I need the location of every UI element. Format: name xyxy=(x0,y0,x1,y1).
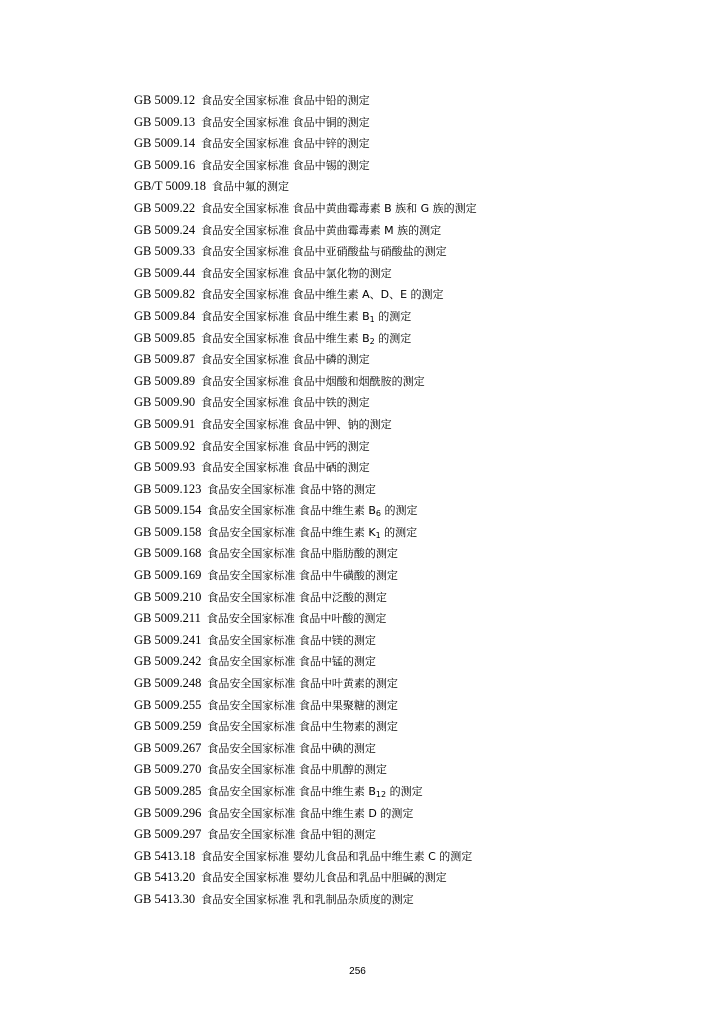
standard-title xyxy=(201,440,370,453)
standard-code: GB 5009.259 xyxy=(134,719,202,734)
standard-line xyxy=(134,176,694,198)
standard-title-text: 食品安全国家标准 婴幼儿食品和乳品中维生素 C 的测定 xyxy=(201,849,473,863)
standard-title-suffix: 的测定 xyxy=(386,785,423,798)
standard-code: GB 5009.248 xyxy=(134,676,202,691)
standard-title-text: 食品安全国家标准 食品中维生素 B xyxy=(207,785,376,798)
standard-title-text: 食品安全国家标准 食品中维生素 B xyxy=(201,309,370,323)
standard-title-text: 食品安全国家标准 食品中锡的测定 xyxy=(201,158,370,172)
standard-code: GB 5009.297 xyxy=(134,827,202,842)
standard-code: GB 5009.85 xyxy=(134,330,196,345)
standard-code: GB 5009.93 xyxy=(134,460,196,475)
standard-code: GB 5009.285 xyxy=(134,784,202,798)
standard-title xyxy=(207,483,376,496)
standard-title-text: 食品安全国家标准 食品中生物素的测定 xyxy=(207,720,398,734)
standard-code: GB 5413.30 xyxy=(134,891,196,906)
standard-line xyxy=(134,695,694,717)
standard-title xyxy=(207,634,376,647)
standard-title-text: 食品安全国家标准 食品中铬的测定 xyxy=(207,482,376,496)
standard-code: GB 5009.270 xyxy=(134,762,202,777)
standard-title-text: 食品安全国家标准 食品中黄曲霉毒素 B 族和 G 族的测定 xyxy=(201,201,477,215)
standard-title xyxy=(201,353,370,366)
standard-code: GB 5009.92 xyxy=(134,438,196,453)
standard-line xyxy=(134,738,694,760)
standard-line xyxy=(134,716,694,738)
standard-title-suffix: 的测定 xyxy=(374,309,412,323)
standard-line xyxy=(134,349,694,371)
standard-title xyxy=(207,763,387,776)
standard-line xyxy=(134,284,694,306)
standard-title xyxy=(207,720,398,733)
standard-title xyxy=(201,310,411,323)
standard-title-subscript: 1 xyxy=(375,530,381,540)
standard-title xyxy=(201,332,411,345)
standard-line xyxy=(134,457,694,479)
standard-code: GB 5009.89 xyxy=(134,373,196,388)
standard-code: GB 5009.267 xyxy=(134,740,202,755)
standard-code: GB 5009.22 xyxy=(134,200,196,215)
standard-line xyxy=(134,543,694,565)
standard-line xyxy=(134,306,694,328)
standard-line xyxy=(134,392,694,414)
standard-title-subscript: 2 xyxy=(369,336,375,346)
standard-title xyxy=(207,612,387,625)
standard-title-text: 食品安全国家标准 食品中维生素 B xyxy=(201,331,370,345)
standard-title xyxy=(207,591,387,604)
standard-line xyxy=(134,673,694,695)
standard-title-text: 食品安全国家标准 食品中钾、钠的测定 xyxy=(201,417,392,431)
standard-title xyxy=(207,828,376,841)
standard-code: GB 5009.91 xyxy=(134,416,196,431)
standard-title xyxy=(212,180,289,193)
standard-title-text: 食品安全国家标准 食品中氯化物的测定 xyxy=(201,266,392,280)
standard-title xyxy=(207,742,376,755)
standard-code: GB 5009.13 xyxy=(134,114,196,129)
standard-code: GB 5009.211 xyxy=(134,611,201,626)
standard-line xyxy=(134,522,694,544)
standard-title xyxy=(207,677,398,690)
standard-title-text: 食品中氟的测定 xyxy=(212,180,289,194)
standard-title-subscript: 1 xyxy=(369,314,375,324)
standard-code: GB 5009.82 xyxy=(134,287,196,302)
standard-title-text: 食品安全国家标准 食品中磷的测定 xyxy=(201,353,370,367)
standard-code: GB 5009.242 xyxy=(134,654,202,669)
standard-code: GB 5009.16 xyxy=(134,157,196,172)
standard-title xyxy=(201,871,447,884)
standard-title-text: 食品安全国家标准 食品中牛磺酸的测定 xyxy=(207,569,398,583)
standard-title xyxy=(201,202,477,215)
standard-line xyxy=(134,608,694,630)
standard-code: GB 5009.210 xyxy=(134,589,202,604)
standard-line xyxy=(134,500,694,522)
standard-title-text: 食品安全国家标准 婴幼儿食品和乳品中胆碱的测定 xyxy=(201,871,447,885)
standard-title-subscript: 12 xyxy=(375,790,387,799)
standard-title-suffix: 的测定 xyxy=(374,331,412,345)
standard-title-suffix: 的测定 xyxy=(381,504,418,518)
standard-code: GB 5413.18 xyxy=(134,848,196,863)
page-number: 256 xyxy=(349,966,366,977)
standard-line xyxy=(134,630,694,652)
standard-title-text: 食品安全国家标准 食品中镁的测定 xyxy=(207,633,376,647)
standard-line xyxy=(134,241,694,263)
standard-title-text: 食品安全国家标准 食品中亚硝酸盐与硝酸盐的测定 xyxy=(201,245,447,259)
standard-line xyxy=(134,565,694,587)
standard-title-text: 食品安全国家标准 食品中烟酸和烟酰胺的测定 xyxy=(201,374,425,388)
standard-line xyxy=(134,651,694,673)
standard-line xyxy=(134,263,694,285)
standard-title xyxy=(201,288,443,301)
standard-line xyxy=(134,436,694,458)
standard-code: GB 5009.255 xyxy=(134,697,202,712)
standard-title-text: 食品安全国家标准 食品中叶酸的测定 xyxy=(206,612,387,626)
standard-title xyxy=(207,785,422,798)
standard-title-text: 食品安全国家标准 食品中碘的测定 xyxy=(207,741,376,755)
standard-line xyxy=(134,328,694,350)
standard-code: GB 5009.24 xyxy=(134,222,196,237)
standard-title xyxy=(201,267,392,280)
standard-line xyxy=(134,889,694,911)
standard-line xyxy=(134,220,694,242)
standard-code: GB 5009.154 xyxy=(134,503,202,518)
standard-code: GB 5009.90 xyxy=(134,395,196,410)
standard-title-text: 食品安全国家标准 食品中维生素 D 的测定 xyxy=(207,806,414,820)
standard-title-text: 食品安全国家标准 食品中黄曲霉毒素 M 族的测定 xyxy=(201,223,442,237)
standard-title-text: 食品安全国家标准 食品中维生素 K xyxy=(207,525,376,539)
standard-code: GB 5009.44 xyxy=(134,265,196,280)
standard-code: GB 5009.169 xyxy=(134,568,202,583)
standard-title-text: 食品安全国家标准 食品中泛酸的测定 xyxy=(207,590,387,604)
standard-title xyxy=(201,893,414,906)
standards-list xyxy=(134,90,694,911)
standard-code: GB 5009.296 xyxy=(134,805,202,820)
standard-line xyxy=(134,846,694,868)
standard-title-text: 食品安全国家标准 食品中硒的测定 xyxy=(201,461,370,475)
standard-title xyxy=(201,245,447,258)
standard-line xyxy=(134,479,694,501)
standard-title xyxy=(201,850,472,863)
standard-title xyxy=(201,159,370,172)
standard-line xyxy=(134,867,694,889)
standard-title xyxy=(207,547,398,560)
standard-title xyxy=(201,375,425,388)
standard-code: GB 5009.158 xyxy=(134,524,202,539)
standard-line xyxy=(134,112,694,134)
standard-title xyxy=(207,807,413,820)
standard-title-text: 食品安全国家标准 食品中铁的测定 xyxy=(201,396,370,410)
standard-title xyxy=(207,526,417,539)
standard-title xyxy=(201,116,370,129)
standard-line xyxy=(134,587,694,609)
standard-line xyxy=(134,90,694,112)
standard-line xyxy=(134,155,694,177)
standard-title-text: 食品安全国家标准 食品中钼的测定 xyxy=(207,828,376,842)
standard-title-text: 食品安全国家标准 食品中钙的测定 xyxy=(201,439,370,453)
standard-title-text: 食品安全国家标准 乳和乳制品杂质度的测定 xyxy=(201,892,414,906)
standard-line xyxy=(134,198,694,220)
standard-line xyxy=(134,414,694,436)
standard-title-subscript: 6 xyxy=(375,509,382,519)
standard-code: GB 5009.84 xyxy=(134,308,196,323)
standard-title xyxy=(201,137,370,150)
standard-code: GB 5009.123 xyxy=(134,481,202,496)
standard-title-suffix: 的测定 xyxy=(380,525,418,539)
standard-title xyxy=(201,461,370,474)
standard-title xyxy=(207,504,417,517)
standard-title xyxy=(207,655,376,668)
standard-line xyxy=(134,803,694,825)
standard-title xyxy=(201,224,441,237)
standard-title-text: 食品安全国家标准 食品中脂肪酸的测定 xyxy=(207,547,398,561)
standard-line xyxy=(134,824,694,846)
standard-code: GB 5413.20 xyxy=(134,870,196,885)
standard-title-text: 食品安全国家标准 食品中锌的测定 xyxy=(201,137,370,151)
standard-code: GB 5009.87 xyxy=(134,352,196,367)
standard-title xyxy=(207,569,398,582)
standard-code: GB 5009.12 xyxy=(134,93,196,107)
standard-title-text: 食品安全国家标准 食品中肌醇的测定 xyxy=(207,763,387,777)
standard-title xyxy=(201,418,392,431)
standard-line xyxy=(134,781,694,803)
standard-code: GB 5009.241 xyxy=(134,632,202,647)
standard-title xyxy=(201,94,370,107)
standard-title-text: 食品安全国家标准 食品中果聚糖的测定 xyxy=(207,698,398,712)
standard-title-text: 食品安全国家标准 食品中维生素 A、D、E 的测定 xyxy=(201,288,444,302)
standard-code: GB 5009.33 xyxy=(134,244,196,259)
standard-line xyxy=(134,371,694,393)
standard-line xyxy=(134,759,694,781)
standard-code: GB/T 5009.18 xyxy=(134,179,206,194)
standard-title-text: 食品安全国家标准 食品中叶黄素的测定 xyxy=(207,677,398,691)
standard-title-text: 食品安全国家标准 食品中铅的测定 xyxy=(201,94,370,107)
standard-line xyxy=(134,133,694,155)
standard-code: GB 5009.168 xyxy=(134,546,202,561)
standard-title xyxy=(207,699,398,712)
standard-title xyxy=(201,396,370,409)
standard-title-text: 食品安全国家标准 食品中铜的测定 xyxy=(201,115,370,129)
standard-code: GB 5009.14 xyxy=(134,136,196,151)
standard-title-text: 食品安全国家标准 食品中锰的测定 xyxy=(207,655,376,669)
standard-title-text: 食品安全国家标准 食品中维生素 B xyxy=(207,504,376,518)
